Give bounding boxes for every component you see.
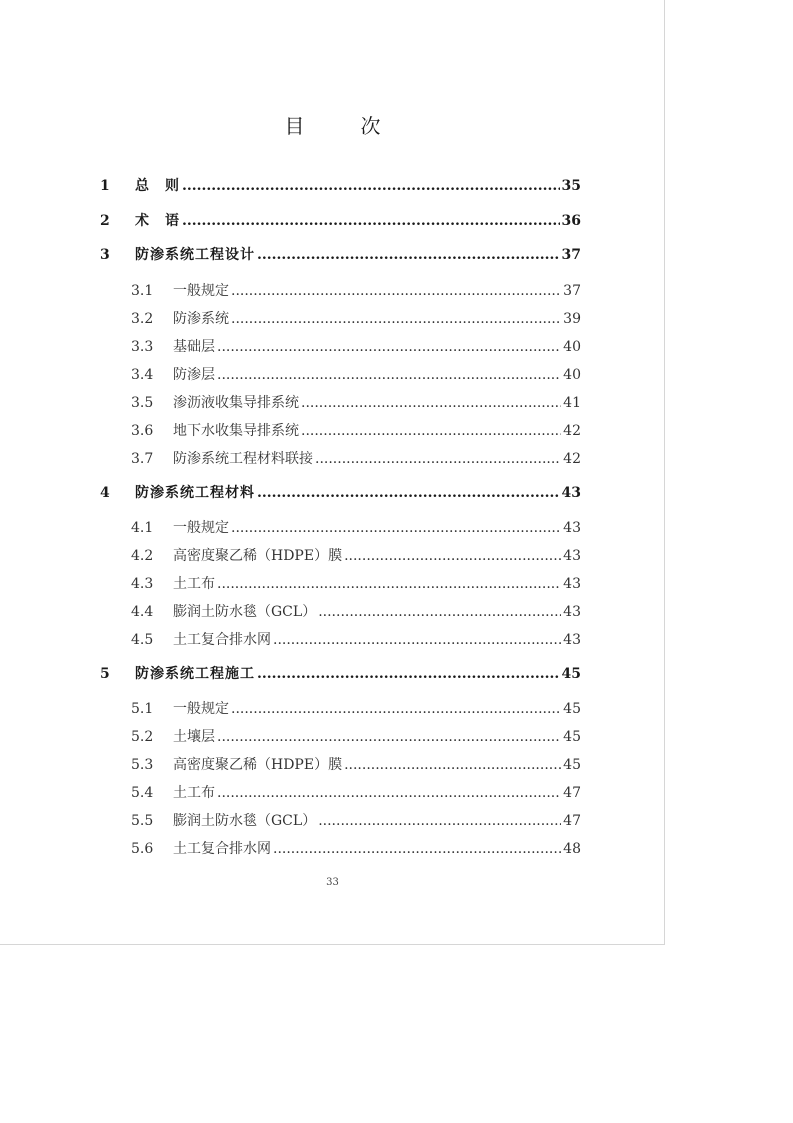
section-page: 47: [563, 813, 581, 829]
dot-leader: [217, 365, 561, 385]
dot-leader: [344, 755, 561, 775]
chapter-number: 4: [100, 485, 110, 501]
dot-leader: [231, 281, 561, 301]
dot-leader: [182, 211, 560, 231]
dot-leader: [257, 483, 560, 503]
dot-leader: [315, 449, 561, 469]
section-number: 5.5: [131, 813, 154, 829]
section-page: 43: [563, 604, 581, 620]
dot-leader: [257, 245, 560, 265]
chapter-page: 45: [561, 666, 581, 682]
toc-chapter-1[interactable]: [100, 176, 581, 196]
dot-leader: [182, 176, 560, 196]
section-title: 一般规定: [173, 283, 229, 299]
chapter-number: 2: [100, 213, 110, 229]
dot-leader: [301, 421, 561, 441]
section-number: 3.4: [131, 367, 154, 383]
toc-section-4-3[interactable]: [131, 574, 581, 594]
section-number: 5.1: [131, 701, 154, 717]
dot-leader: [344, 546, 561, 566]
section-title: 土工复合排水网: [173, 841, 271, 857]
toc-section-5-3[interactable]: [131, 755, 581, 775]
dot-leader: [217, 727, 561, 747]
section-page: 43: [563, 520, 581, 536]
chapter-title: 防渗系统工程材料: [135, 485, 255, 501]
dot-leader: [231, 518, 561, 538]
dot-leader: [273, 630, 561, 650]
section-number: 3.3: [131, 339, 154, 355]
toc-section-5-5[interactable]: [131, 811, 581, 831]
section-number: 3.6: [131, 423, 154, 439]
section-number: 3.5: [131, 395, 154, 411]
section-number: 3.2: [131, 311, 154, 327]
dot-leader: [217, 574, 561, 594]
toc-chapter-5[interactable]: [100, 664, 581, 684]
section-page: 41: [563, 395, 581, 411]
section-number: 3.1: [131, 283, 154, 299]
toc-section-5-1[interactable]: [131, 699, 581, 719]
section-page: 42: [563, 451, 581, 467]
section-title: 一般规定: [173, 520, 229, 536]
section-page: 39: [563, 311, 581, 327]
section-title: 防渗系统工程材料联接: [173, 451, 313, 467]
toc-section-3-6[interactable]: [131, 421, 581, 441]
toc-title: 目 次: [284, 114, 399, 138]
chapter-number: 1: [100, 178, 110, 194]
section-title: 土工布: [173, 785, 215, 801]
toc-section-5-2[interactable]: [131, 727, 581, 747]
dot-leader: [231, 699, 561, 719]
chapter-page: 37: [561, 247, 581, 263]
toc-section-4-5[interactable]: [131, 630, 581, 650]
section-title: 土工布: [173, 576, 215, 592]
section-page: 48: [563, 841, 581, 857]
section-page: 45: [563, 757, 581, 773]
toc-chapter-3[interactable]: [100, 245, 581, 265]
chapter-number: 5: [100, 666, 110, 682]
toc-section-5-4[interactable]: [131, 783, 581, 803]
toc-section-3-5[interactable]: [131, 393, 581, 413]
dot-leader: [217, 783, 561, 803]
section-page: 45: [563, 701, 581, 717]
section-title: 高密度聚乙稀（HDPE）膜: [173, 757, 343, 773]
section-number: 5.3: [131, 757, 154, 773]
section-number: 4.3: [131, 576, 154, 592]
section-title: 基础层: [173, 339, 215, 355]
chapter-title: 防渗系统工程设计: [135, 247, 255, 263]
section-page: 37: [563, 283, 581, 299]
section-number: 5.2: [131, 729, 154, 745]
section-number: 4.1: [131, 520, 154, 536]
toc-section-4-2[interactable]: [131, 546, 581, 566]
section-title: 膨润土防水毯（GCL）: [173, 604, 317, 620]
section-page: 43: [563, 576, 581, 592]
section-page: 47: [563, 785, 581, 801]
section-title: 防渗层: [173, 367, 215, 383]
chapter-title: 术 语: [135, 213, 180, 229]
toc-chapter-2[interactable]: [100, 211, 581, 231]
section-page: 42: [563, 423, 581, 439]
chapter-number: 3: [100, 247, 110, 263]
section-page: 40: [563, 339, 581, 355]
dot-leader: [257, 664, 560, 684]
toc-section-3-3[interactable]: [131, 337, 581, 357]
toc-section-3-1[interactable]: [131, 281, 581, 301]
section-title: 土工复合排水网: [173, 632, 271, 648]
toc-section-3-7[interactable]: [131, 449, 581, 469]
dot-leader: [318, 602, 561, 622]
section-title: 一般规定: [173, 701, 229, 717]
chapter-title: 总 则: [135, 178, 180, 194]
section-page: 45: [563, 729, 581, 745]
section-title: 防渗系统: [173, 311, 229, 327]
section-number: 4.4: [131, 604, 154, 620]
toc-section-3-2[interactable]: [131, 309, 581, 329]
section-title: 渗沥液收集导排系统: [173, 395, 299, 411]
section-number: 3.7: [131, 451, 154, 467]
section-number: 4.5: [131, 632, 154, 648]
chapter-page: 35: [561, 178, 581, 194]
toc-chapter-4[interactable]: [100, 483, 581, 503]
section-number: 4.2: [131, 548, 154, 564]
chapter-page: 43: [561, 485, 581, 501]
section-title: 高密度聚乙稀（HDPE）膜: [173, 548, 343, 564]
section-number: 5.4: [131, 785, 154, 801]
section-number: 5.6: [131, 841, 154, 857]
toc-section-4-4[interactable]: [131, 602, 581, 622]
toc-section-3-4[interactable]: [131, 365, 581, 385]
section-page: 43: [563, 632, 581, 648]
section-title: 土壤层: [173, 729, 215, 745]
page-number: 33: [326, 877, 339, 888]
toc-section-4-1[interactable]: [131, 518, 581, 538]
chapter-page: 36: [561, 213, 581, 229]
section-page: 40: [563, 367, 581, 383]
dot-leader: [318, 811, 561, 831]
dot-leader: [301, 393, 561, 413]
toc-section-5-6[interactable]: [131, 839, 581, 859]
dot-leader: [217, 337, 561, 357]
section-page: 43: [563, 548, 581, 564]
section-title: 地下水收集导排系统: [173, 423, 299, 439]
chapter-title: 防渗系统工程施工: [135, 666, 255, 682]
section-title: 膨润土防水毯（GCL）: [173, 813, 317, 829]
dot-leader: [231, 309, 561, 329]
dot-leader: [273, 839, 561, 859]
